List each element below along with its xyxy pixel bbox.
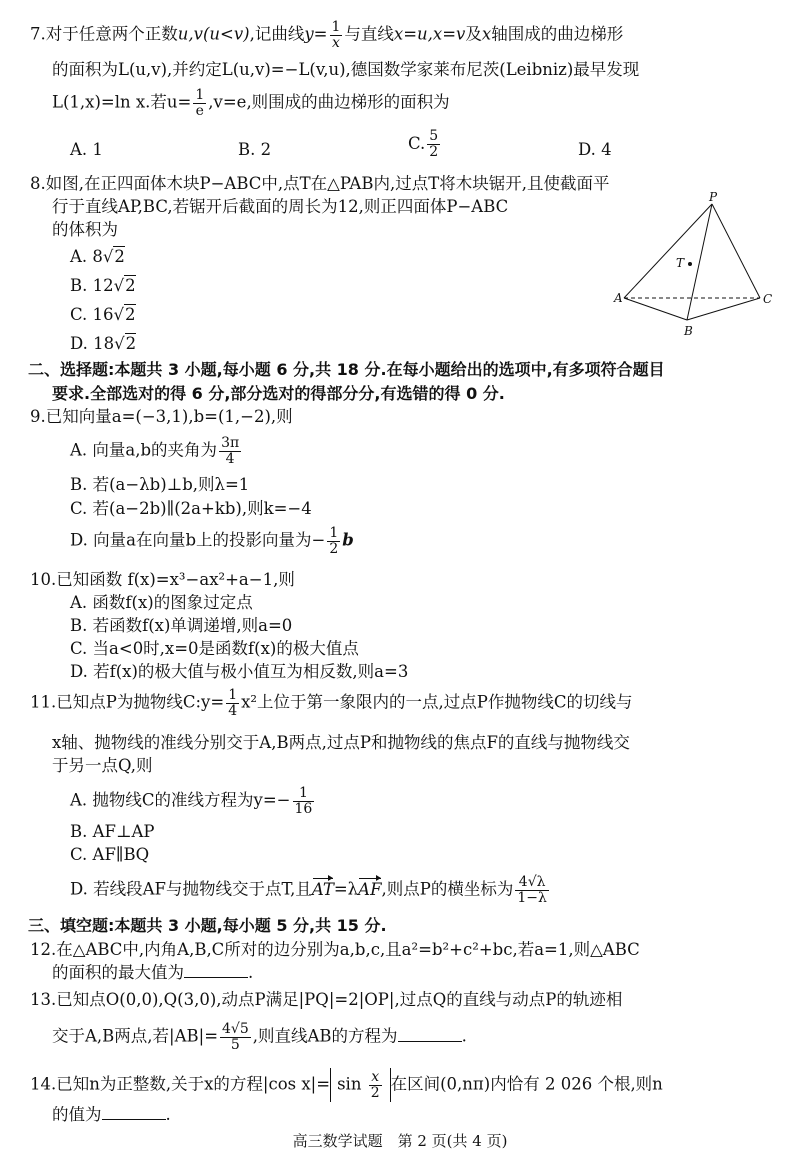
- edge-ab: [624, 298, 687, 320]
- q7-options: [70, 128, 612, 165]
- q14-abs-sin: sin $\frac{x}{2}$: [330, 1068, 391, 1102]
- q7-number: 7.: [30, 24, 46, 44]
- q14-answer-blank[interactable]: [102, 1105, 166, 1120]
- label-c: C: [763, 292, 773, 306]
- q7-line1: [30, 20, 623, 50]
- section2-heading-line2: 要求.全部选对的得 6 分,部分选对的得部分分,有选错的得 0 分.: [52, 384, 505, 403]
- q10-option-c: C. 当a<0时,x=0是函数f(x)的极大值点: [70, 639, 359, 658]
- q7-line2: 的面积为L(u,v),并约定L(u,v)=−L(v,u),德国数学家莱布尼茨(Leibniz)最早发现: [52, 60, 640, 79]
- q9-option-d: D. 向量a在向量b上的投影向量为− $\frac{1}{2}$ b: [70, 525, 354, 557]
- q8-line3: 的体积为: [52, 220, 118, 239]
- q10-option-a: A. 函数f(x)的图象过定点: [70, 593, 253, 612]
- q11-line3: 于另一点Q,则: [52, 756, 153, 775]
- q12-line2: 的面积的最大值为 .: [52, 963, 254, 982]
- label-b: B: [684, 324, 693, 338]
- q7-line3: L(1,x)=ln x.若u= $\frac{1}{e}$ ,v=e,则围成的曲边梯形的面积为: [52, 87, 450, 119]
- q10-option-d: D. 若f(x)的极大值与极小值互为相反数,则a=3: [70, 662, 409, 681]
- q12-line1: 12.在△ABC中,内角A,B,C所对的边分别为a,b,c,且a²=b²+c²+bc,若a=1,则△ABC: [30, 940, 640, 959]
- q11-line2: x轴、抛物线的准线分别交于A,B两点,过点P和抛物线的焦点F的直线与抛物线交: [52, 733, 630, 752]
- q13-line2: 交于A,B两点,若|AB|= $\frac{4√5}{5}$ ,则直线AB的方程为 .: [52, 1021, 467, 1053]
- q14-line2: 的值为 .: [52, 1105, 171, 1124]
- q7-curve-frac: $\frac{1}{x}$: [331, 19, 341, 51]
- q7-text-b: ,记曲线: [249, 24, 305, 44]
- edge-pb: [687, 204, 712, 320]
- q7-text: 对于任意两个正数: [45, 24, 178, 44]
- q8-option-d: D. 18√2: [70, 334, 137, 353]
- q12-answer-blank[interactable]: [184, 963, 248, 978]
- edge-pa: [624, 204, 712, 298]
- q11-option-b: B. AF⊥AP: [70, 822, 155, 841]
- point-t: [688, 262, 692, 266]
- q8-option-b: B. 12√2: [70, 276, 136, 295]
- q13-line1: 13.已知点O(0,0),Q(3,0),动点P满足|PQ|=2|OP|,过点Q的直线与动点P的轨迹相: [30, 990, 623, 1009]
- q14-line1: 14.已知n为正整数,关于x的方程|cos x|= sin $\frac{x}{2}$ 在区间(0,nπ)内恰有 2 026 个根,则n: [30, 1069, 663, 1101]
- q7-curve-y: y=: [304, 24, 328, 44]
- q7-option-a: A. 1: [70, 139, 103, 159]
- q7-option-c: C. $\frac{5}{2}$: [408, 128, 439, 160]
- label-t: T: [676, 256, 685, 270]
- q9-stem: 9.已知向量a=(−3,1),b=(1,−2),则: [30, 407, 293, 426]
- q8-option-c: C. 16√2: [70, 305, 136, 324]
- label-a: A: [614, 291, 623, 305]
- q7-option-d: D. 4: [578, 139, 612, 159]
- q7-u-frac: $\frac{1}{e}$: [195, 87, 205, 119]
- q8-option-a: A. 8√2: [70, 247, 125, 266]
- q8-line2: 行于直线AP,BC,若锯开后截面的周长为12,则正四面体P−ABC: [52, 197, 509, 216]
- q7-text-g: 轴围成的曲边梯形: [491, 24, 624, 44]
- q9-option-b: B. 若(a−λb)⊥b,则λ=1: [70, 475, 250, 494]
- q7-text-e: 及: [465, 24, 482, 44]
- section2-heading-line1: 二、选择题:本题共 3 小题,每小题 6 分,共 18 分.在每小题给出的选项中,有多项符合题目: [28, 360, 665, 379]
- q11-line1: 11.已知点P为抛物线C:y= $\frac{1}{4}$ x²上位于第一象限内的一点,过点P作抛物线C的切线与: [30, 687, 633, 719]
- q10-stem: 10.已知函数 f(x)=x³−ax²+a−1,则: [30, 570, 295, 589]
- section3-heading: 三、填空题:本题共 3 小题,每小题 5 分,共 15 分.: [28, 916, 387, 935]
- q7-text-c: 与直线: [344, 24, 394, 44]
- q8-line1: 8.如图,在正四面体木块P−ABC中,点T在△PAB内,过点T将木块锯开,且使截面平: [30, 174, 610, 193]
- q10-option-b: B. 若函数f(x)单调递增,则a=0: [70, 616, 293, 635]
- tetrahedron-figure: [612, 190, 782, 340]
- q11-option-d: D. 若线段AF与抛物线交于点T,且AT=λAF,则点P的横坐标为 $\frac{4√\lambda}{1-\lambda}$: [70, 874, 547, 906]
- edge-bc: [687, 298, 760, 320]
- q11-option-c: C. AF∥BQ: [70, 845, 150, 864]
- edge-pc: [712, 204, 760, 298]
- q7-lines: x=u,x=v: [393, 24, 466, 44]
- q9-option-c: C. 若(a−2b)∥(2a+kb),则k=−4: [70, 499, 312, 518]
- q13-answer-blank[interactable]: [398, 1027, 462, 1042]
- q9-option-a: A. 向量a,b的夹角为 $\frac{3\pi}{4}$: [70, 435, 240, 467]
- q7-vars: u,v(u<v): [177, 24, 250, 44]
- page-footer: 高三数学试题 第 2 页(共 4 页): [292, 1132, 508, 1150]
- q7-option-b: B. 2: [238, 139, 272, 159]
- q7-x: x: [481, 24, 492, 44]
- q11-option-a: A. 抛物线C的准线方程为y=− $\frac{1}{16}$: [70, 785, 313, 817]
- label-p: P: [709, 190, 718, 204]
